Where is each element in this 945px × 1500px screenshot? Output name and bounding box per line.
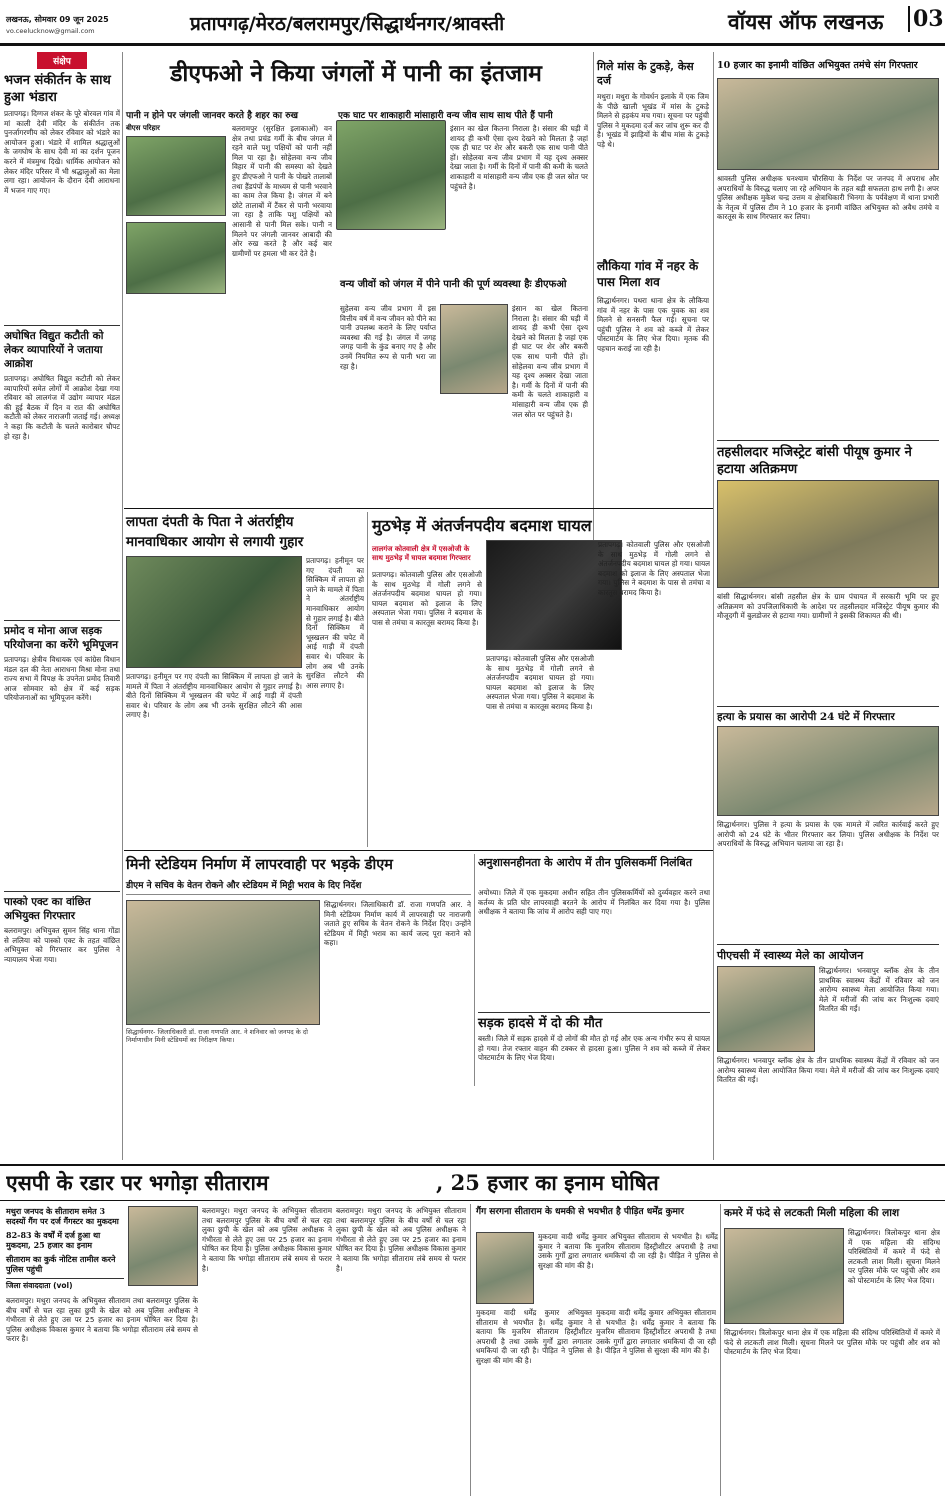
hanging-case-photo <box>724 1228 844 1324</box>
brief-2-title: अघोषित विद्युत कटौती को लेकर व्यापारियों ने जताया आक्रोश <box>4 325 120 371</box>
lead-headline: डीएफओ ने किया जंगलों में पानी का इंतजाम <box>170 60 542 87</box>
banner-sub-body-2: मुकदमा वादी धर्मेंद्र कुमार अभियुक्त सीताराम से भयभीत है। धर्मेंद्र कुमार ने बताया कि मुजरिम सीताराम हिस्ट्रीशीटर अपराधी है तथा उसके गुर्गों द्वारा लगातार धमकियां दी जा रही है। पीड़ित ने पुलिस से सुरक्षा की मांग की है। <box>476 1308 592 1365</box>
col5-sub2-body: सिद्धार्थनगर। पुलिस ने हत्या के प्रयास के एक मामले में त्वरित कार्रवाई करते हुए आरोपी को 24 घंटे के भीतर गिरफ्तार कर लिया। पुलिस अधीक्षक के निर्देश पर अपराधियों के विरुद्ध अभियान चलाया जा रहा है। <box>717 820 939 849</box>
col4-sub-body: सिद्धार्थनगर। पथरा थाना क्षेत्र के लौकिया गांव में नहर के पास एक युवक का शव मिलने से सनसनी फैल गई। सूचना पर पहुंची पुलिस ने शव को कब्जे में लेकर पोस्टमार्टम के लिए भेज दिया। मृतक की पहचान कराई जा रही है। <box>597 296 709 353</box>
col3-sub-body-2: इंसान का खेल कितना निराला है। संसार की घड़ी में शायद ही कभी ऐसा दृश्य देखने को मिलता है जहां एक ही घाट पर शेर और बकरी एक साथ पानी पीते हों। सोहेलवा वन्य जीव प्रभाग में यह दृश्य अक्सर देखा जाता है। गर्मी के दिनों में पानी की कमी के चलते शाकाहारी व मांसाहारी वन्य जीव एक ही जल स्रोत पर पहुंचते है। <box>512 304 588 419</box>
col4-sub: लौकिया गांव में नहर के पास मिला शव <box>597 259 699 289</box>
col3-sub-body: सुहेलवा वन्य जीव प्रभाग में इस वित्तीय वर्ष में वन्य जीवन को पीने का पानी उपलब्ध कराने के लिए पर्याप्त व्यवस्था की गई है। जंगल में जगह जगह पानी के कुंड बनाए गए है और उनमें नियमित रूप से पानी भरा जा रहा है। <box>340 304 436 371</box>
brand-name: वॉयस ऑफ लखनऊ <box>728 9 884 34</box>
pond-photo <box>336 120 446 230</box>
col5-sub4-body: सिद्धार्थनगर। त्रिलोकपुर थाना क्षेत्र में एक महिला की संदिग्ध परिस्थितियों में कमरे में फंदे से लटकती लाश मिली। सूचना मिलने पर पुलिस मौके पर पहुंची और शव को पोस्टमार्टम के लिए भेज दिया। <box>848 1228 940 1285</box>
banner-rule <box>0 1164 945 1166</box>
section-rule-2 <box>124 850 713 851</box>
rescue-photo <box>126 556 302 668</box>
col5-sub: तहसीलदार मजिस्ट्रेट बांसी पीयूष कुमार ने हटाया अतिक्रमण <box>717 440 939 478</box>
col3-headline: एक घाट पर शाकाहारी मांसाहारी वन्य जीव साथ साथ पीते हैं पानी <box>338 111 553 121</box>
sidebar-label: संक्षेप <box>37 52 87 69</box>
mid-left-body: प्रतापगढ़। हनीमून पर गए दंपती का सिक्किम में लापता हो जाने के मामले में पिता ने अंतर्राष्ट्रीय मानवाधिकार आयोग से गुहार लगाई है। बीते दिनों सिक्किम में भूस्खलन की चपेट में आई गाड़ी में दंपती सवार थे। परिवार के लोग अब भी उनके सुरक्षित लौटने की आस लगाए है। <box>306 556 364 690</box>
brief-4-title: पास्को एक्ट का वांछित अभियुक्त गिरफ्तार <box>4 891 120 923</box>
col3-sub: वन्य जीवों को जंगल में पीने पानी की पूर्ण व्यवस्था हैः डीएफओ <box>340 279 567 290</box>
col5-sub4: कमरे में फंदे से लटकती मिली महिला की लाश <box>724 1207 900 1219</box>
misc-body: अयोध्या। जिले में एक मुकदमा अधीन सहित तीन पुलिसकर्मियों को दुर्व्यवहार करने तथा कर्तव्य के प्रति घोर लापरवाही बरतने के आरोप में निलंबित कर दिया गया है। पुलिस अधीक्षक ने बताया कि जांच में आरोप सही पाए गए। <box>478 888 710 917</box>
banner-headline-a: एसपी के रडार पर भगोड़ा सीताराम <box>6 1170 269 1195</box>
page-number: 03 <box>908 6 944 32</box>
health-fair-photo <box>717 966 815 1052</box>
lead-kicker: पानी न होने पर जंगली जानवर करते है शहर का रुख <box>126 111 298 121</box>
col5-headline: 10 हजार का इनामी वांछित अभियुक्त तमंचे संग गिरफ्तार <box>717 60 918 71</box>
mid-right-quote: लालगंज कोतवाली क्षेत्र में एसओजी के साथ मुठभेड़ में घायल बदमाश गिरफ्तार <box>372 544 471 562</box>
col5-sub3-body-2: सिद्धार्थनगर। भनवापुर ब्लॉक क्षेत्र के तीन प्राथमिक स्वास्थ्य केंद्रों में रविवार को जन आरोग्य स्वास्थ्य मेला आयोजित किया गया। मेले में मरीजों की जांच कर निःशुल्क दवाएं वितरित की गईं। <box>717 1056 939 1085</box>
stadium-caption: सिद्धार्थनगर- जिलाधिकारी डॉ. राजा गणपति आर. ने शनिवार को जनपद के दो निर्माणाधीन मिनी स्टेडियमों का निरीक्षण किया। <box>126 1028 308 1044</box>
mid-right-body-3: प्रतापगढ़। कोतवाली पुलिस और एसओजी के साथ मुठभेड़ में गोली लगने से अंतर्जनपदीय बदमाश घायल हो गया। घायल बदमाश को इलाज के लिए अस्पताल भेजा गया। पुलिस ने बदमाश के पास से तमंचा व कारतूस बरामद किया है। <box>598 540 710 597</box>
stadium-body: सिद्धार्थनगर। जिलाधिकारी डॉ. राजा गणपति आर. ने मिनी स्टेडियम निर्माण कार्य में लापरवाही पर नाराजगी जताते हुए सचिव के वेतन रोकने के निर्देश दिए। उन्होंने स्टेडियम में मिट्टी भराव का कार्य जल्द पूरा कराने को कहा। <box>324 900 471 948</box>
dharmendra-photo <box>476 1232 534 1304</box>
col5-divider <box>713 52 714 1160</box>
stadium-kicker: डीएम ने सचिव के वेतन रोकने और स्टेडियम में मिट्टी भराव के दिए निर्देश <box>126 880 471 895</box>
misc-sub: सड़क हादसे में दो की मौत <box>478 1012 710 1032</box>
brief-3-body: प्रतापगढ़। क्षेत्रीय विधायक एवं कांग्रेस विधान मंडल दल की नेता आराधना मिश्रा मोना तथा राज्य सभा में विपक्ष के उपनेता प्रमोद तिवारी आज सोमवार को क्षेत्र में कई सड़क परियोजनाओं का भूमिपूजन करेंगे। <box>4 655 120 703</box>
stadium-divider <box>474 854 475 1086</box>
brief-1-title: भजन संकीर्तन के साथ हुआ भंडारा <box>4 73 111 105</box>
misc-sub-body: बस्ती। जिले में सड़क हादसे में दो लोगों की मौत हो गई और एक अन्य गंभीर रूप से घायल हो गया। तेज रफ्तार वाहन की टक्कर से हादसा हुआ। पुलिस ने शव को कब्जे में लेकर पोस्टमार्टम के लिए भेज दिया। <box>478 1034 710 1063</box>
lead-body: बलरामपुर (सुरक्षित इलाकाओं) वन क्षेत्र तथा प्रचंड गर्मी के बीच जंगल में रहने वाले पशु पक्षियों को पानी नहीं मिल पा रहा है। सोहेलवा वन्य जीव विहार में पानी की समस्या को देखते हुए डीएफओ ने पानी के पोखरे तालाबों तथा हैंडपंपों के माध्यम से पानी भरवाने का काम तेज किया है। जंगल में बने छोटे तालाबों में टैंकर से पानी भरवाया जा रहा है ताकि पशु पक्षियों को आसानी से पानी मिल सके। पानी न मिलने पर जंगली जानवर आबादी की ओर रुख करते है और कई बार ग्रामीणों पर हमला भी कर देते है। <box>232 124 332 258</box>
banner-label: जिला संवाददाता (vol) <box>6 1278 124 1291</box>
sidebar <box>4 52 120 1160</box>
banner-rule-2 <box>0 1200 945 1201</box>
brief-1-body: प्रतापगढ़। दिग्गज शंकर के पूरे बोरवल गांव में मां काली देवी मंदिर के संकीर्तन तक पुनर्जागरणीय को लेकर रविवार को भंडारे का आयोजन हुआ। भंडारे में शामिल श्रद्धालुओं के जगघोष के साथ देवी मां का दर्शन पूजन करने में मंत्रमुग्ध दिखे। धार्मिक आयोजन को लेकर मंदिर परिसर में भी श्रद्धालुओं का मेला लगा रहा। आयोजन के दौरान देवी आराधना में भजन गाए गए। <box>4 109 120 195</box>
misc-headline: अनुशासनहीनता के आरोप में तीन पुलिसकर्मी निलंबित <box>478 856 693 869</box>
brief-3-title: प्रमोद व मोना आज सड़क परियोजना का करेंगे भूमिपूजन <box>4 620 120 652</box>
banner-body-3: बलरामपुर। मथुरा जनपद के अभियुक्त सीताराम तथा बलरामपुर पुलिस के बीच वर्षों से चल रहा लुका छुपी के खेल को अब पुलिस अधीक्षक ने गंभीरता से लेते हुए उस पर 25 हजार का इनाम घोषित कर दिया है। पुलिस अधीक्षक विकास कुमार ने बताया कि भगोड़ा सीताराम लंबे समय से फरार है। <box>336 1206 466 1273</box>
dateline: लखनऊ, सोमवार 09 जून 2025 <box>6 15 109 24</box>
mid-left-body-2: प्रतापगढ़। हनीमून पर गए दंपती का सिक्किम में लापता हो जाने के मामले में पिता ने अंतर्राष्ट्रीय मानवाधिकार आयोग से गुहार लगाई है। बीते दिनों सिक्किम में भूस्खलन की चपेट में आई गाड़ी में दंपती सवार थे। परिवार के लोग अब भी उनके सुरक्षित लौटने की आस लगाए है। <box>126 672 302 720</box>
forest-photo-2 <box>126 222 226 294</box>
banner-headline-b: , 25 हजार का इनाम घोषित <box>436 1170 659 1195</box>
col5-bottom-divider <box>720 1204 721 1496</box>
col4-headline: गिले मांस के टुकड़े, केस दर्ज <box>597 60 694 87</box>
mid-right-body: प्रतापगढ़। कोतवाली पुलिस और एसओजी के साथ मुठभेड़ में गोली लगने से अंतर्जनपदीय बदमाश घायल हो गया। घायल बदमाश को इलाज के लिए अस्पताल भेजा गया। पुलिस ने बदमाश के पास से तमंचा व कारतूस बरामद किया है। <box>372 570 482 627</box>
banner-sub: गैंग सरगना सीताराम के धमकी से भयभीत है पीड़ित धर्मेंद्र कुमार <box>476 1207 684 1217</box>
email: vo.ceelucknow@gmail.com <box>6 27 95 35</box>
banner-bullet-3: सीताराम का कुर्क नोटिस तामील करने पुलिस पहुंची <box>6 1254 116 1274</box>
dfo-photo <box>440 304 508 394</box>
banner-sub-body-3: मुकदमा वादी धर्मेंद्र कुमार अभियुक्त सीताराम से भयभीत है। धर्मेंद्र कुमार ने बताया कि मुजरिम सीताराम हिस्ट्रीशीटर अपराधी है तथा उसके गुर्गों द्वारा लगातार धमकियां दी जा रही है। पीड़ित ने पुलिस से सुरक्षा की मांग की है। <box>596 1308 716 1356</box>
col5-body: श्रावस्ती पुलिस अधीक्षक घनश्याम चौरसिया के निर्देश पर जनपद में अपराध और अपराधियों के विरुद्ध चलाए जा रहे अभियान के तहत बड़ी सफलता हाथ लगी है। अपर पुलिस अधीक्षक मुकेश चन्द्र उत्तम व क्षेत्राधिकारी भिनगा के पर्यवेक्षण में थाना प्रभारी के नेतृत्व में पुलिस टीम ने 10 हजार के इनामी वांछित अभियुक्त को अवैध तमंचे व कारतूस के साथ गिरफ्तार कर लिया। <box>717 174 939 222</box>
banner-bullet-2: 82-83 के वर्षों में दर्ज हुआ था मुकदमा, 25 हजार का इनाम <box>6 1230 101 1250</box>
stadium-photo <box>126 900 320 1025</box>
stadium-headline: मिनी स्टेडियम निर्माण में लापरवाही पर भड़के डीएम <box>126 856 393 873</box>
sitaram-photo <box>128 1206 198 1286</box>
col5-sub-body: बांसी सिद्धार्थनगर। बांसी तहसील क्षेत्र के ग्राम पंचायत में सरकारी भूमि पर हुए अतिक्रमण को उपजिलाधिकारी के आदेश पर तहसीलदार मजिस्ट्रेट पीयूष कुमार की मौजूदगी में बुलडोजर से हटाया गया। ग्रामीणों ने इसकी शिकायत की थी। <box>717 592 939 621</box>
mid-right-headline: मुठभेड़ में अंतर्जनपदीय बदमाश घायल <box>372 516 592 535</box>
banner-body-2: बलरामपुर। मथुरा जनपद के अभियुक्त सीताराम तथा बलरामपुर पुलिस के बीच वर्षों से चल रहा लुका छुपी के खेल को अब पुलिस अधीक्षक ने गंभीरता से लेते हुए उस पर 25 हजार का इनाम घोषित कर दिया है। पुलिस अधीक्षक विकास कुमार ने बताया कि भगोड़ा सीताराम लंबे समय से फरार है। <box>202 1206 332 1273</box>
col5-sub3-body: सिद्धार्थनगर। भनवापुर ब्लॉक क्षेत्र के तीन प्राथमिक स्वास्थ्य केंद्रों में रविवार को जन आरोग्य स्वास्थ्य मेला आयोजित किया गया। मेले में मरीजों की जांच कर निःशुल्क दवाएं वितरित की गईं। <box>819 966 939 1014</box>
masthead <box>0 0 945 46</box>
lead-byline: बीएस परिहार <box>126 124 160 132</box>
mid-divider <box>367 512 368 847</box>
section-rule-1 <box>124 508 713 509</box>
col5-sub3: पीएचसी में स्वास्थ्य मेले का आयोजन <box>717 944 939 963</box>
bulldozer-photo <box>717 480 939 588</box>
col3-body: इंसान का खेल कितना निराला है। संसार की घड़ी में शायद ही कभी ऐसा दृश्य देखने को मिलता है जहां एक ही घाट पर शेर और बकरी एक साथ पानी पीते हों। सोहेलवा वन्य जीव प्रभाग में यह दृश्य अक्सर देखा जाता है। गर्मी के दिनों में पानी की कमी के चलते शाकाहारी व मांसाहारी वन्य जीव एक ही जल स्रोत पर पहुंचते है। <box>450 124 588 191</box>
mid-left-headline-1: लापता दंपती के पिता ने अंतर्राष्ट्रीय <box>126 514 294 530</box>
col5-sub4-body-2: सिद्धार्थनगर। त्रिलोकपुर थाना क्षेत्र में एक महिला की संदिग्ध परिस्थितियों में कमरे में फंदे से लटकती लाश मिली। सूचना मिलने पर पुलिस मौके पर पहुंची और शव को पोस्टमार्टम के लिए भेज दिया। <box>724 1328 940 1357</box>
forest-photo-1 <box>126 136 226 216</box>
col4-body: मथुरा। मथुरा के गोवर्धन इलाके में एक जिम के पीछे खाली भूखंड में मांस के टुकड़े मिलने से हड़कंप मच गया। सूचना पर पहुंची पुलिस ने मुकदमा दर्ज कर जांच शुरू कर दी है। भूखंड में झाड़ियों के बीच मांस के टुकड़े पड़े थे। <box>597 92 709 149</box>
banner-divider <box>470 1204 471 1496</box>
cities-banner: प्रतापगढ़/मेरठ/बलरामपुर/सिद्धार्थनगर/श्रावस्ती <box>190 13 505 35</box>
brief-4-body: बलरामपुर। अभियुक्त सुमन सिंह थाना गोंडा से ललिया को पास्को एक्ट के तहत वांछित अभियुक्त को गिरफ्तार कर पुलिस ने न्यायालय भेजा गया। <box>4 926 120 964</box>
col5-sub2: हत्या के प्रयास का आरोपी 24 घंटे में गिरफ्तार <box>717 706 939 724</box>
banner-body: बलरामपुर। मथुरा जनपद के अभियुक्त सीताराम तथा बलरामपुर पुलिस के बीच वर्षों से चल रहा लुका छुपी के खेल को अब पुलिस अधीक्षक ने गंभीरता से लेते हुए उस पर 25 हजार का इनाम घोषित कर दिया है। पुलिस अधीक्षक विकास कुमार ने बताया कि भगोड़ा सीताराम लंबे समय से फरार है। <box>6 1296 198 1344</box>
banner-sub-body: मुकदमा वादी धर्मेंद्र कुमार अभियुक्त सीताराम से भयभीत है। धर्मेंद्र कुमार ने बताया कि मुजरिम सीताराम हिस्ट्रीशीटर अपराधी है तथा उसके गुर्गों द्वारा लगातार धमकियां दी जा रही है। पीड़ित ने पुलिस से सुरक्षा की मांग की है। <box>538 1232 718 1270</box>
mid-left-headline-2: मानवाधिकार आयोग से लगायी गुहार <box>126 534 304 550</box>
banner-bullet-1: मथुरा जनपद के सीताराम समेत 3 सदस्यों गैंग पर दर्ज गैंगस्टर का मुकदमा <box>6 1206 119 1226</box>
arrest-photo <box>717 78 939 170</box>
brief-2-body: प्रतापगढ़। अघोषित विद्युत कटौती को लेकर व्यापारियों समेत लोगों में आक्रोश देखा गया रविवार को लालगंज में उद्योग व्यापार मंडल की हुई बैठक में दिन व रात की अघोषित कटौती को लेकर नाराजगी जताई गई। अध्यक्ष ने कहा कि कटौती के चलते कारोबार चौपट हो रहा है। <box>4 374 120 441</box>
banner-bullets <box>6 1206 124 1291</box>
accused-photo <box>717 726 939 816</box>
mid-right-body-2: प्रतापगढ़। कोतवाली पुलिस और एसओजी के साथ मुठभेड़ में गोली लगने से अंतर्जनपदीय बदमाश घायल हो गया। घायल बदमाश को इलाज के लिए अस्पताल भेजा गया। पुलिस ने बदमाश के पास से तमंचा व कारतूस बरामद किया है। <box>486 654 594 711</box>
sidebar-divider <box>122 52 123 1160</box>
